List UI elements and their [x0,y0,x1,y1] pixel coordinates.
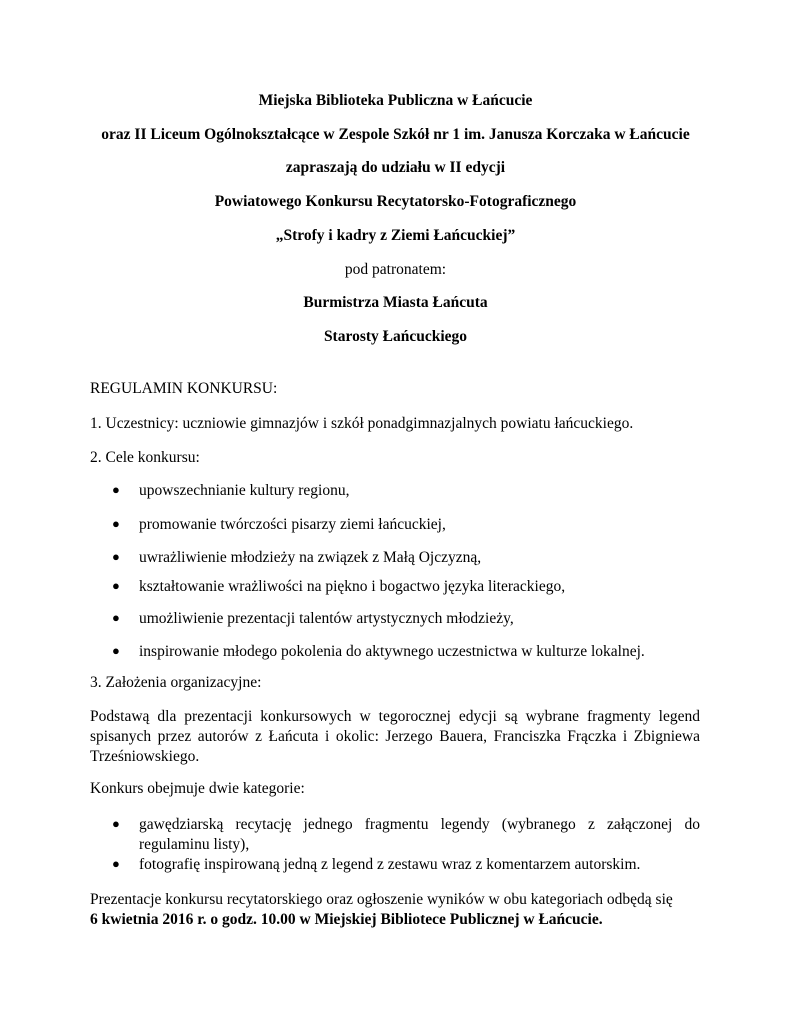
regulamin-title: REGULAMIN KONKURSU: [90,380,278,397]
section-goals-title: 2. Cele konkursu: [90,449,200,466]
bullet-icon: ● [112,578,120,593]
header-school: oraz II Liceum Ogólnokształcące w Zespole Szkół nr 1 im. Janusza Korczaka w Łańcucie [101,126,690,143]
final-paragraph [90,890,700,930]
bullet-icon: ● [112,816,120,831]
section-participants: 1. Uczestnicy: uczniowie gimnazjów i szkół ponadgimnazjalnych powiatu łańcuckiego. [90,415,634,432]
bullet-icon: ● [112,643,120,658]
goal-text: kształtowanie wrażliwości na piękno i bogactwo języka literackiego, [139,578,566,595]
goal-text: upowszechnianie kultury regionu, [139,482,350,499]
bullet-icon: ● [112,516,120,531]
categories-intro: Konkurs obejmuje dwie kategorie: [90,780,305,797]
category-text: fotografię inspirowaną jedną z legend z zestawu wraz z komentarzem autorskim. [139,856,641,873]
bullet-icon: ● [112,482,120,497]
header-patron-mayor: Burmistrza Miasta Łańcuta [303,294,488,311]
bullet-icon: ● [112,549,120,564]
final-text: Prezentacje konkursu recytatorskiego oraz ogłoszenie wyników w obu kategoriach odbędą się [90,891,673,908]
header-patron-starost: Starosty Łańcuckiego [323,328,468,345]
final-date-location: 6 kwietnia 2016 r. o godz. 10.00 w Miejskiej Bibliotece Publicznej w Łańcucie. [90,911,603,928]
header-contest-name: Powiatowego Konkursu Recytatorsko-Fotograficznego [214,193,577,210]
category-text: gawędziarską recytację jednego fragmentu legendy (wybranego z załączonej do regulaminu listy), [139,816,700,853]
goal-text: umożliwienie prezentacji talentów artystycznych młodzieży, [139,610,514,627]
bullet-icon: ● [112,856,120,871]
section-organization-text: Podstawą dla prezentacji konkursowych w tegorocznej edycji są wybrane fragmenty legend spisanych przez autorów z Łańcuta i okolic: Jerzego Bauera, Franciszka Frączka i Zbigniewa Trześniowskiego. [90,708,700,765]
section-organization-title: 3. Założenia organizacyjne: [90,674,262,691]
header-patronage-label: pod patronatem: [344,261,447,278]
bullet-icon: ● [112,610,120,625]
header-library: Miejska Biblioteka Publiczna w Łańcucie [258,92,533,109]
goal-text: uwrażliwienie młodzieży na związek z Małą Ojczyzną, [139,549,482,566]
header-contest-title: „Strofy i kadry z Ziemi Łańcuckiej” [275,227,516,244]
header-invitation: zapraszają do udziału w II edycji [285,159,506,176]
goal-text: inspirowanie młodego pokolenia do aktywnego uczestnictwa w kulturze lokalnej. [139,643,645,660]
goal-text: promowanie twórczości pisarzy ziemi łańcuckiej, [139,516,446,533]
